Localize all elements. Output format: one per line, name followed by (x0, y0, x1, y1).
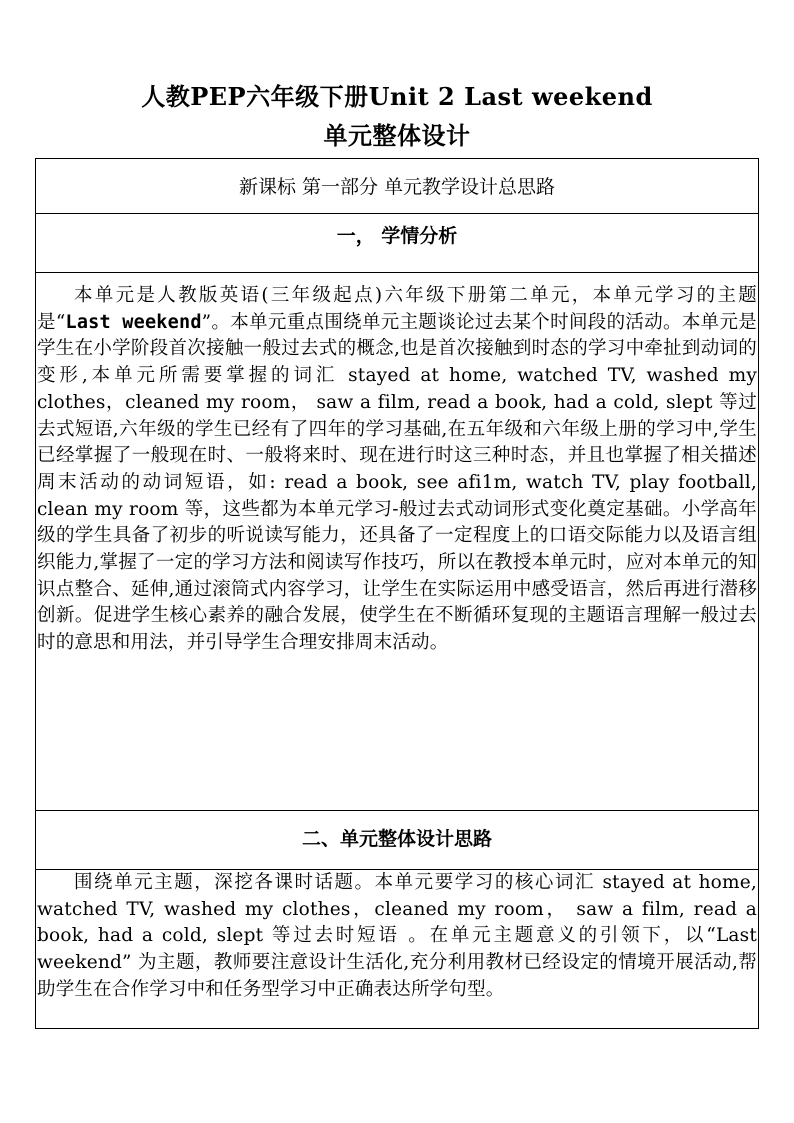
document-subtitle: 单元整体设计 (323, 121, 471, 150)
document-title: 人教PEP六年级下册Unit 2 Last weekend (141, 82, 653, 111)
section-part-title: 新课标 第一部分 单元教学设计总思路 (238, 176, 556, 198)
design-table (35, 158, 759, 1029)
section2-heading: 二、单元整体设计思路 (301, 828, 492, 850)
section1-paragraph (36, 273, 758, 657)
table-row (36, 811, 759, 870)
section2-paragraph: 围绕单元主题，深挖各课时话题。本单元要学习的核心词汇 stayed at home, watched TV, washed my clothes，cleaned my room， saw a film, read a book, had a cold, slept 等过去时短语 。在单元主题意义的引领下，以“Last weekend” 为主题，教师要注意设计生活化,充分利用教材已经设定的情境开展活动,帮助学生在合作学习中和任务型学习中正确表达所学句型。 (37, 872, 757, 1000)
table-row (36, 159, 759, 214)
table-row (36, 870, 759, 1029)
section-heading-cell (36, 811, 759, 870)
section1-text-b: ”。本单元重点围绕单元主题谈论过去某个时间段的活动。本单元是学生在小学阶段首次接触一般过去式的概念,也是首次接触到时态的学习中牵扯到动词的变形,本单元所需要掌握的词汇 stayed at home, watched TV, washed my clothes，cleaned my room， saw a film, read a book, had a cold, slept 等过去式短语,六年级的学生已经有了四年的学习基础,在五年级和六年级上册的学习中,学生已经掌握了一般现在时、一般将来时、现在进行时这三种时态，并且也掌握了相关描述周末活动的动词短语，如: read a book, see afi1m, watch TV, play football, clean my room 等，这些都为本单元学习-般过去式动词形式变化奠定基础。小学高年级的学生具备了初步的听说读写能力，还具备了一定程度上的口语交际能力以及语言组织能力,掌握了一定的学习方法和阅读写作技巧，所以在教授本单元时，应对本单元的知识点整合、延伸,通过滚筒式内容学习，让学生在实际运用中感受语言，然后再进行潜移创新。促进学生核心素养的融合发展，使学生在不断循环复现的主题语言理解一般过去时的意思和用法，并引导学生合理安排周末活动。 (37, 311, 757, 654)
section-heading-cell (36, 214, 759, 273)
section1-body-cell (36, 273, 759, 811)
table-row (36, 214, 759, 273)
section1-text-bold: Last weekend (65, 311, 202, 333)
section2-body-cell (36, 870, 759, 1029)
table-row (36, 273, 759, 811)
section1-heading: 一， 学情分析 (336, 225, 458, 247)
section1-text-a: 本单元是人教版英语(三年级起点)六年级下册第二单元，本单元学习的主题是“ (37, 285, 757, 333)
table-header-cell (36, 159, 759, 214)
